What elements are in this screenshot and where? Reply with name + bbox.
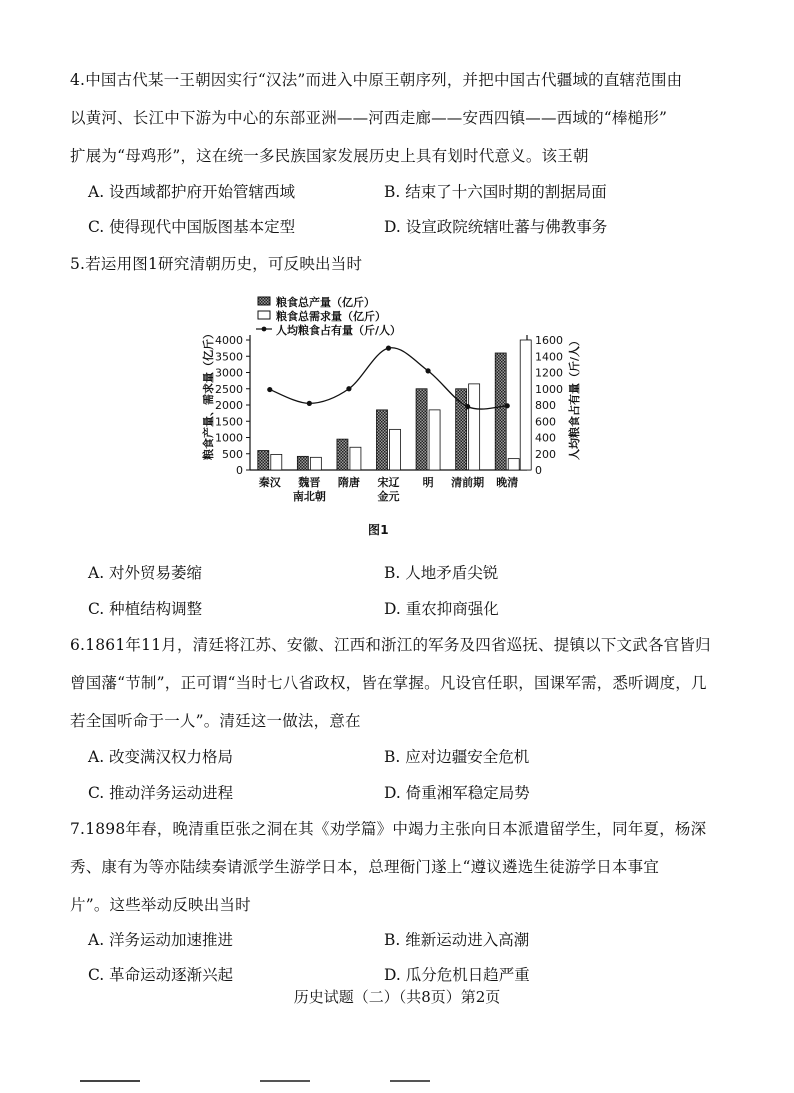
q6-option-b[interactable]: B. 应对边疆安全危机 [384,748,530,766]
left-tick-label: 500 [222,447,243,461]
right-tick-label: 0 [535,464,542,477]
legend-label: 粮食总产量（亿斤） [276,296,375,309]
bar-demand [508,459,519,470]
left-axis-title-part: （亿斤） [202,328,215,372]
q6-line-1: 6.1861年11月，清廷将江苏、安徽、江西和浙江的军务及四省巡抚、提镇以下文武各官皆归 [70,636,711,654]
q6-line-2: 曾国藩“节制”，正可谓“当时七八省政权，皆在掌握。凡设官任职，国课军需，悉听调度，几 [70,674,707,692]
right-tick-label: 1000 [535,382,563,396]
q7-option-b[interactable]: B. 维新运动进入高潮 [384,931,530,949]
bar-demand [350,447,361,470]
q7-option-d[interactable]: D. 瓜分危机日趋严重 [384,966,530,984]
bar-production [297,456,308,470]
page-footer: 历史试题（二）（共8页）第2页 [293,988,501,1006]
bar-demand [310,457,321,470]
left-tick-label: 0 [236,464,243,477]
bar-production [495,353,506,470]
q4-line-3: 扩展为“母鸡形”，这在统一多民族国家发展历史上具有划时代意义。该王朝 [70,147,589,165]
per-capita-point [505,403,510,408]
x-tick-label: 秦汉 [258,476,281,489]
q6-option-d[interactable]: D. 倚重湘军稳定局势 [384,784,530,802]
q7-line-1: 7.1898年春，晚清重臣张之洞在其《劝学篇》中竭力主张向日本派遣留学生，同年夏，杨深 [70,820,707,838]
bar-production [456,389,467,470]
left-tick-label: 3500 [215,350,243,364]
x-tick-label: 明 [422,476,434,489]
bar-demand [271,454,282,470]
q6-option-c[interactable]: C. 推动洋务运动进程 [88,784,234,802]
right-tick-label: 1200 [535,366,563,380]
q4-line-2: 以黄河、长江中下游为中心的东部亚洲——河西走廊——安西四镇——西域的“棒槌形” [70,109,668,127]
right-axis-title-part: （斤/人） [568,334,581,383]
q5-option-b[interactable]: B. 人地矛盾尖锐 [384,564,499,582]
q6-line-3: 若全国听命于一人”。清廷这一做法，意在 [70,712,361,730]
per-capita-point [465,404,470,409]
left-tick-label: 2500 [215,382,243,396]
x-tick-label: 宋辽 [377,476,400,489]
q4-option-a[interactable]: A. 设西域都护府开始管辖西域 [88,183,296,201]
x-tick-label: 隋唐 [337,476,360,489]
per-capita-point [307,401,312,406]
bar-demand [429,410,440,470]
left-tick-label: 3000 [215,366,243,380]
q4-option-d[interactable]: D. 设宣政院统辖吐蕃与佛教事务 [384,218,608,236]
legend-swatch-production [258,297,270,305]
bar-production [377,410,388,470]
right-tick-label: 600 [535,415,556,429]
per-capita-point [386,346,391,351]
per-capita-point [267,387,272,392]
per-capita-point [346,386,351,391]
legend-label: 粮食总需求量（亿斤） [276,310,386,323]
bar-production [416,389,427,470]
x-tick-label: 晚清 [496,476,519,489]
right-axis-title-part: 人均粮食占有量 [568,383,581,460]
q4-option-b[interactable]: B. 结束了十六国时期的割据局面 [384,183,607,201]
x-tick-label: 南北朝 [292,490,326,503]
bar-demand-extra [520,340,531,470]
left-tick-label: 2000 [215,399,243,412]
right-tick-label: 1600 [535,334,563,347]
per-capita-point [425,368,430,373]
q4-line-1: 4.中国古代某一王朝因实行“汉法”而进入中原王朝序列，并把中国古代疆域的直辖范围由 [70,71,683,89]
bar-production [258,451,269,471]
scan-artifact [80,1080,620,1083]
legend-swatch-point [262,327,267,332]
bar-demand [390,429,401,470]
left-axis-title [201,328,215,460]
bar-production [337,439,348,470]
left-tick-label: 1000 [215,431,243,445]
right-tick-label: 200 [535,447,556,461]
right-axis-title [567,335,581,460]
q5-option-d[interactable]: D. 重农抑商强化 [384,600,499,618]
right-tick-label: 400 [535,431,556,445]
q5-stem: 5.若运用图1研究清朝历史，可反映出当时 [70,255,363,273]
x-tick-label: 清前期 [451,476,485,489]
q4-option-c[interactable]: C. 使得现代中国版图基本定型 [88,218,296,236]
left-axis-title-part: 粮食产量、需求量 [202,372,215,460]
figure-1-chart [0,295,794,555]
q7-line-3: 片”。这些举动反映出当时 [70,896,251,914]
q5-option-c[interactable]: C. 种植结构调整 [88,600,203,618]
q7-line-2: 秀、康有为等亦陆续奏请派学生游学日本，总理衙门遂上“遵议遴选生徒游学日本事宜 [70,858,660,876]
x-tick-label: 魏晋 [298,476,321,489]
right-tick-label: 800 [535,399,556,412]
left-tick-label: 4000 [215,334,243,347]
bar-demand [469,384,480,470]
legend-swatch-demand [258,311,270,319]
q5-option-a[interactable]: A. 对外贸易萎缩 [88,564,203,582]
left-tick-label: 1500 [215,415,243,429]
q6-option-a[interactable]: A. 改变满汉权力格局 [88,748,234,766]
right-tick-label: 1400 [535,350,563,364]
q7-option-a[interactable]: A. 洋务运动加速推进 [88,931,234,949]
figure-caption: 图1 [368,523,389,537]
x-tick-label: 金元 [377,490,400,503]
legend-label: 人均粮食占有量（斤/人） [276,324,402,337]
q7-option-c[interactable]: C. 革命运动逐渐兴起 [88,966,234,984]
